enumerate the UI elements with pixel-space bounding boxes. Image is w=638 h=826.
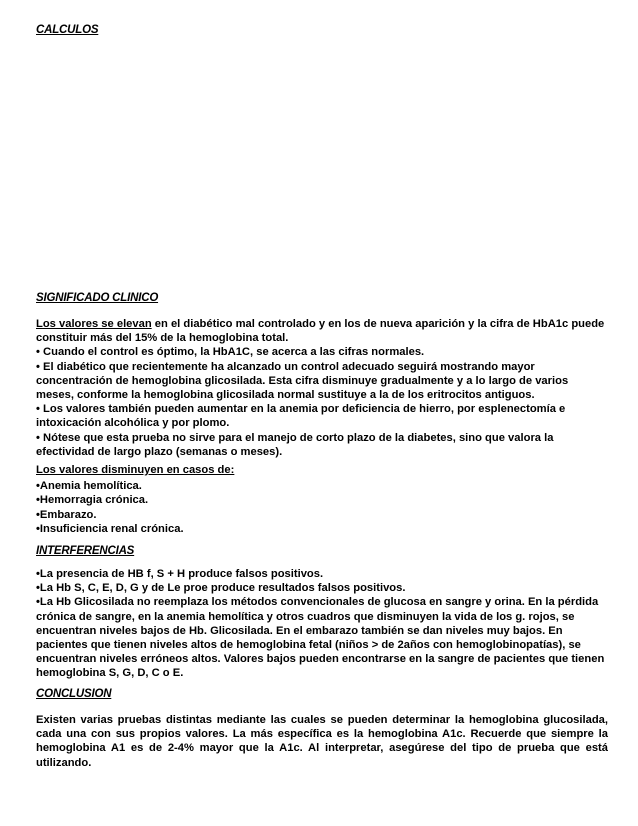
list-item: •Embarazo. (36, 508, 97, 521)
list-item: •Hemorragia crónica. (36, 494, 149, 507)
paragraph-valores-aumentan: • Los valores también pueden aumentar en la anemia por deficiencia de hierro, por esplenectomía e intoxicación alcohólica y por plomo. (36, 403, 566, 430)
list-item: •Insuficiencia renal crónica. (36, 522, 184, 535)
paragraph-elevan-text: en el diabético mal controlado y en los de nueva aparición y la cifra de HbA1c puede constituir más del 15% de la hemoglobina total. (36, 318, 605, 345)
paragraph-hbf: •La presencia de HB f, S + H produce falsos positivos. (36, 568, 324, 580)
interferencias-heading: INTERFERENCIAS (36, 545, 135, 557)
paragraph-conclusion: Existen varias pruebas distintas mediante las cuales se pueden determinar la hemoglobina glucosilada, cada una con sus propios valores. La más específica es la hemoglobina A1c. Recuerde que siempre la hemoglobina A1 es de 2-4% mayor que la A1c. Al interpretar, asegúrese del tipo de prueba que está utilizando. (36, 714, 608, 769)
disminuyen-heading: Los valores disminuyen en casos de: (36, 464, 235, 476)
disminuyen-section (36, 463, 608, 536)
significado-clinico-heading: SIGNIFICADO CLINICO (36, 292, 159, 304)
paragraph-control-reciente: • El diabético que recientemente ha alcanzado un control adecuado seguirá mostrando mayor concentración de hemoglobina glicosilada. Esta cifra disminuye gradualmente y a lo largo de varios meses, conforme la hemoglobina glicosilada normal sustituye a la de los eritrocitos antiguos. (36, 360, 569, 402)
paragraph-notese: • Nótese que esta prueba no sirve para el manejo de corto plazo de la diabetes, sino que valora la efectividad de largo plazo (semanas o meses). (36, 431, 554, 458)
significado-clinico-body (36, 317, 608, 459)
interferencias-body (36, 567, 608, 681)
lead-elevan: Los valores se elevan (36, 318, 152, 330)
list-item: •Anemia hemolítica. (36, 480, 142, 493)
conclusion-body (36, 713, 608, 770)
conclusion-heading: CONCLUSION (36, 688, 112, 700)
paragraph-control-optimo: • Cuando el control es óptimo, la HbA1C, se acerca a las cifras normales. (36, 346, 425, 359)
calculos-heading: CALCULOS (36, 24, 99, 36)
paragraph-hb-glicosilada: •La Hb Glicosilada no reemplaza los métodos convencionales de glucosa en sangre y orina. En la pérdida crónica de sangre, en la anemia hemolítica y otros cuadros que disminuyen la vida de los g. rojos, se encuentran niveles bajos de Hb. Glicosilada. En el embarazo también se dan niveles muy bajos. En pacientes que tienen niveles altos de hemoglobina fetal (niños > de 2años con hemoglobinopatías), se encuentran niveles erróneos altos. Valores bajos pueden encontrarse en la sangre de pacientes que tienen hemoglobina S, G, D, C o E. (36, 596, 605, 680)
paragraph-elevan (36, 317, 608, 345)
paragraph-hbs: •La Hb S, C, E, D, G y de Le proe produce resultados falsos positivos. (36, 582, 406, 595)
